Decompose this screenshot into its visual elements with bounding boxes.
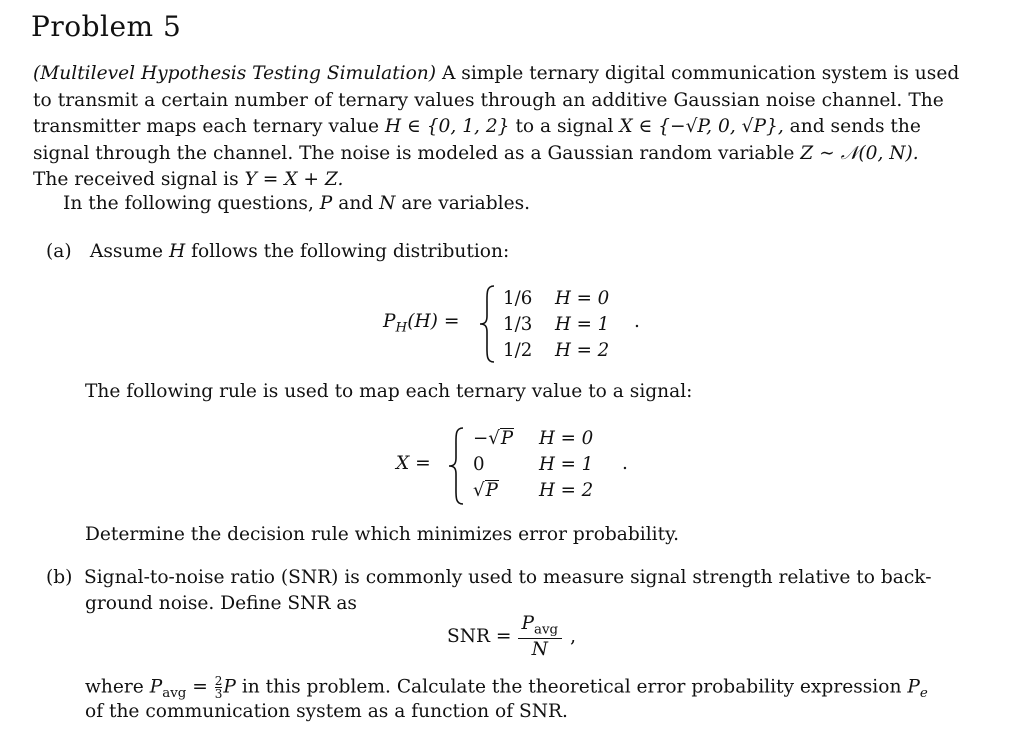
intro-line-1 bbox=[33, 61, 960, 88]
map-cases bbox=[473, 426, 593, 504]
pmf-lhs: $P_H(H)$ = bbox=[383, 311, 460, 336]
pmf-brace bbox=[478, 284, 496, 364]
snr-fraction: $\frac{P_{avg}}{N}$ bbox=[518, 613, 563, 660]
snr-equation: SNR = $\frac{P_{avg}}{N}$ , bbox=[447, 613, 577, 660]
two-thirds-fraction: $\frac{2}{3}$ bbox=[214, 674, 223, 701]
sqrt-icon: √ bbox=[488, 428, 500, 449]
map-row: √P H = 2 bbox=[473, 480, 594, 501]
part-a-tag: (a) bbox=[46, 241, 72, 262]
map-row: 0 H = 1 bbox=[473, 454, 594, 475]
sqrt-icon: √ bbox=[473, 480, 485, 501]
part-a-intro: (a) Assume H follows the following distribution: bbox=[46, 241, 510, 262]
intro-line-5: The received signal is Y = X + Z. bbox=[33, 169, 344, 190]
received-signal: Y = X + Z. bbox=[244, 169, 344, 190]
problem-title: Problem 5 bbox=[31, 10, 182, 43]
intro-heading: (Multilevel Hypothesis Testing Simulation) bbox=[33, 63, 437, 84]
map-brace bbox=[447, 426, 465, 506]
noise-dist: Z ∼ 𝒩(0, N). bbox=[800, 142, 919, 164]
part-b-where-line: where $P_{avg}$ = $\frac{2}{3}$ P in this problem. Calculate the theoretical error probability expression $P_e$ bbox=[85, 674, 928, 702]
variables-note: In the following questions, P and N are variables. bbox=[63, 193, 531, 214]
determine-text: Determine the decision rule which minimizes error probability. bbox=[85, 524, 680, 545]
pmf-cases bbox=[503, 286, 609, 364]
intro-line-4: signal through the channel. The noise is modeled as a Gaussian random variable Z ∼ 𝒩(0, N). bbox=[33, 142, 919, 164]
pmf-row: 1/2 H = 2 bbox=[503, 340, 610, 361]
intro-line-1-rest: A simple ternary digital communication system is used bbox=[441, 63, 960, 84]
x-set: X ∈ {−√P, 0, √P}, bbox=[619, 116, 784, 137]
part-b-line-2: ground noise. Define SNR as bbox=[85, 593, 357, 614]
intro-line-2: to transmit a certain number of ternary values through an additive Gaussian noise channel. The bbox=[33, 89, 944, 111]
mapping-rule-text: The following rule is used to map each ternary value to a signal: bbox=[85, 381, 693, 402]
problem-intro bbox=[33, 61, 960, 194]
intro-line-3: transmitter maps each ternary value H ∈ {0, 1, 2} to a signal X ∈ {−√P, 0, √P}, and sends the bbox=[33, 116, 921, 137]
h-set: H ∈ {0, 1, 2} bbox=[384, 116, 510, 137]
map-lhs: X = bbox=[396, 453, 431, 474]
part-b-last-line: of the communication system as a function of SNR. bbox=[85, 701, 568, 722]
pmf-row: 1/3 H = 1 bbox=[503, 314, 610, 335]
part-b-tag: (b) bbox=[46, 567, 73, 588]
part-b-line-1: (b) Signal-to-noise ratio (SNR) is commonly used to measure signal strength relative to back- bbox=[46, 567, 932, 588]
map-period: . bbox=[622, 453, 628, 474]
map-row: −√P H = 0 bbox=[473, 428, 594, 449]
pmf-period: . bbox=[634, 311, 640, 332]
pmf-row: 1/6 H = 0 bbox=[503, 288, 610, 309]
